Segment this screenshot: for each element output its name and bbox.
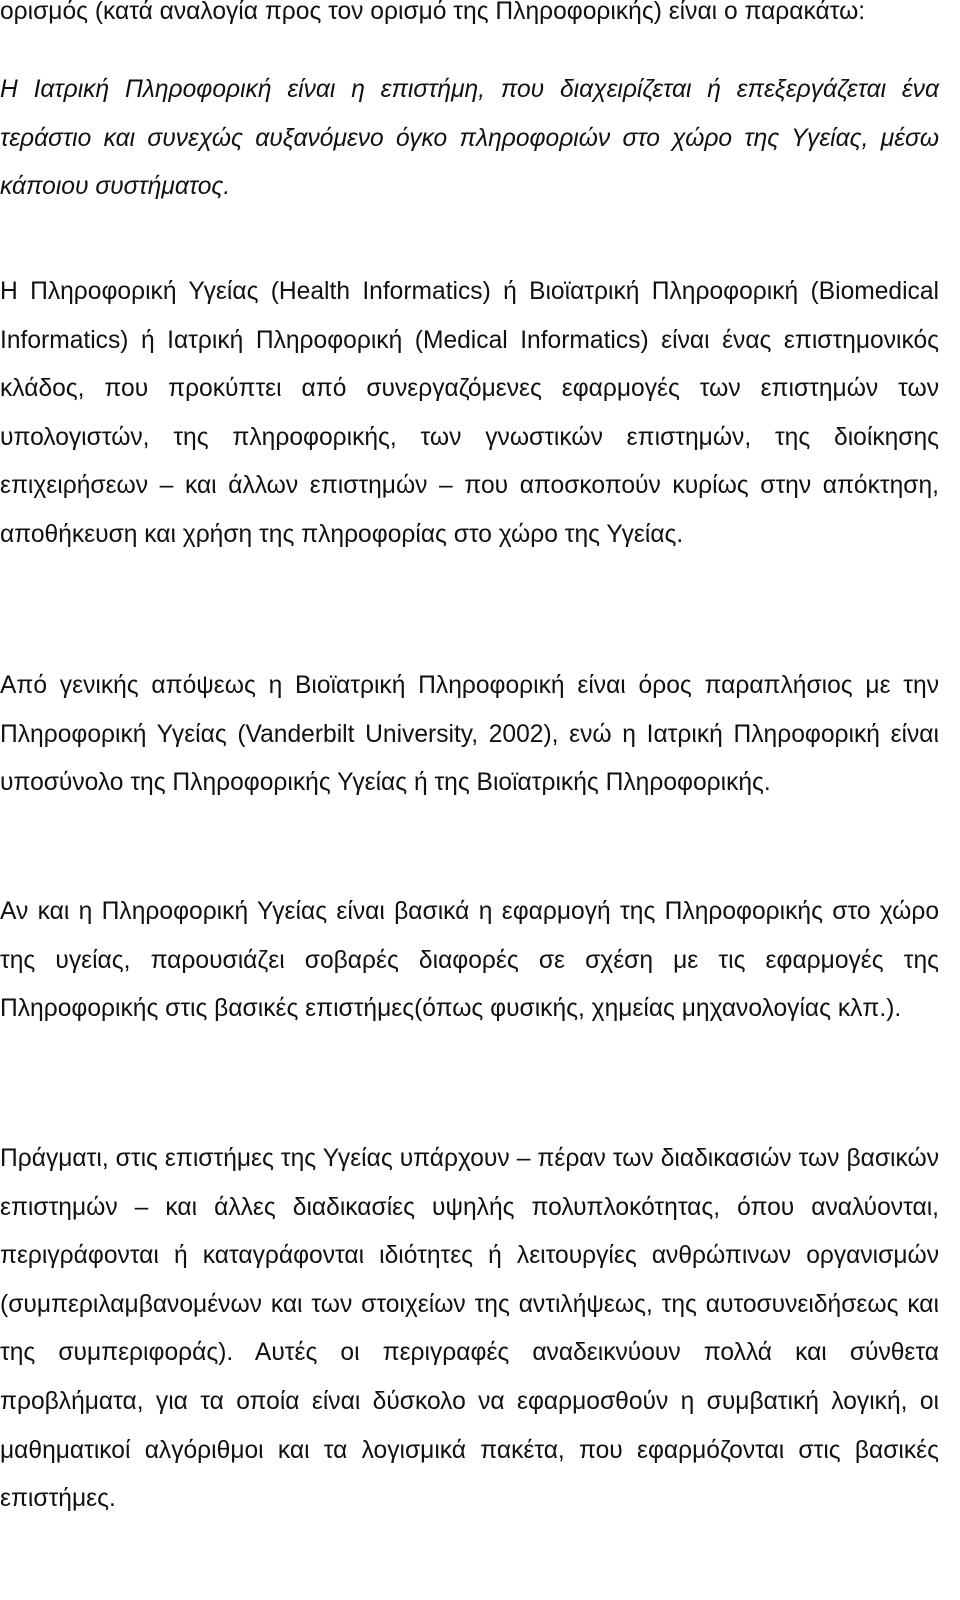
paragraph-differences: Αν και η Πληροφορική Υγείας είναι βασικά η εφαρμογή της Πληροφορικής στο χώρο της υγείας, παρουσιάζει σοβαρές διαφορές σε σχέση με τις εφαρμογές της Πληροφορικής στις βασικές επιστήμες(όπως φυσικής, χημείας μηχανολογίας κλπ.).	[0, 898, 939, 1023]
paragraph-biomedical-informatics: Από γενικής απόψεως η Βιοϊατρική Πληροφορική είναι όρος παραπλήσιος με την Πληροφορική Υγείας (Vanderbilt University, 2002), ενώ η Ιατρική Πληροφορική είναι υποσύνολο της Πληροφορικής Υγείας ή της Βιοϊατρικής Πληροφορικής.	[0, 672, 939, 797]
definition-paragraph: Η Ιατρική Πληροφορική είναι η επιστήμη, που διαχειρίζεται ή επεξεργάζεται ένα τεράστιο και συνεχώς αυξανόμενο όγκο πληροφοριών στο χώρο της Υγείας, μέσω κάποιου συστήματος.	[0, 76, 939, 201]
paragraph-health-informatics: Η Πληροφορική Υγείας (Health Informatics) ή Βιοϊατρική Πληροφορική (Biomedical Informatics) ή Ιατρική Πληροφορική (Medical Informatics) είναι ένας επιστημονικός κλάδος, που προκύπτει από συνεργαζόμενες εφαρμογές των επιστημών των υπολογιστών, της πληροφορικής, των γνωστικών επιστημών, της διοίκησης επιχειρήσεων – και άλλων επιστημών – που αποσκοπούν κυρίως στην απόκτηση, αποθήκευση και χρήση της πληροφορίας στο χώρο της Υγείας.	[0, 278, 939, 548]
paragraph-complexity: Πράγματι, στις επιστήμες της Υγείας υπάρχουν – πέραν των διαδικασιών των βασικών επιστημών – και άλλες διαδικασίες υψηλής πολυπλοκότητας, όπου αναλύονται, περιγράφονται ή καταγράφονται ιδιότητες ή λειτουργίες ανθρώπινων οργανισμών (συμπεριλαμβανομένων και των στοιχείων της αντιλήψεως, της αυτοσυνειδήσεως και της συμπεριφοράς). Αυτές οι περιγραφές αναδεικνύουν πολλά και σύνθετα προβλήματα, για τα οποία είναι δύσκολο να εφαρμοσθούν η συμβατική λογική, οι μαθηματικοί αλγόριθμοι και τα λογισμικά πακέτα, που εφαρμόζονται στις βασικές επιστήμες.	[0, 1145, 939, 1513]
intro-paragraph: ορισμός (κατά αναλογία προς τον ορισμό της Πληροφορικής) είναι ο παρακάτω:	[0, 0, 866, 25]
